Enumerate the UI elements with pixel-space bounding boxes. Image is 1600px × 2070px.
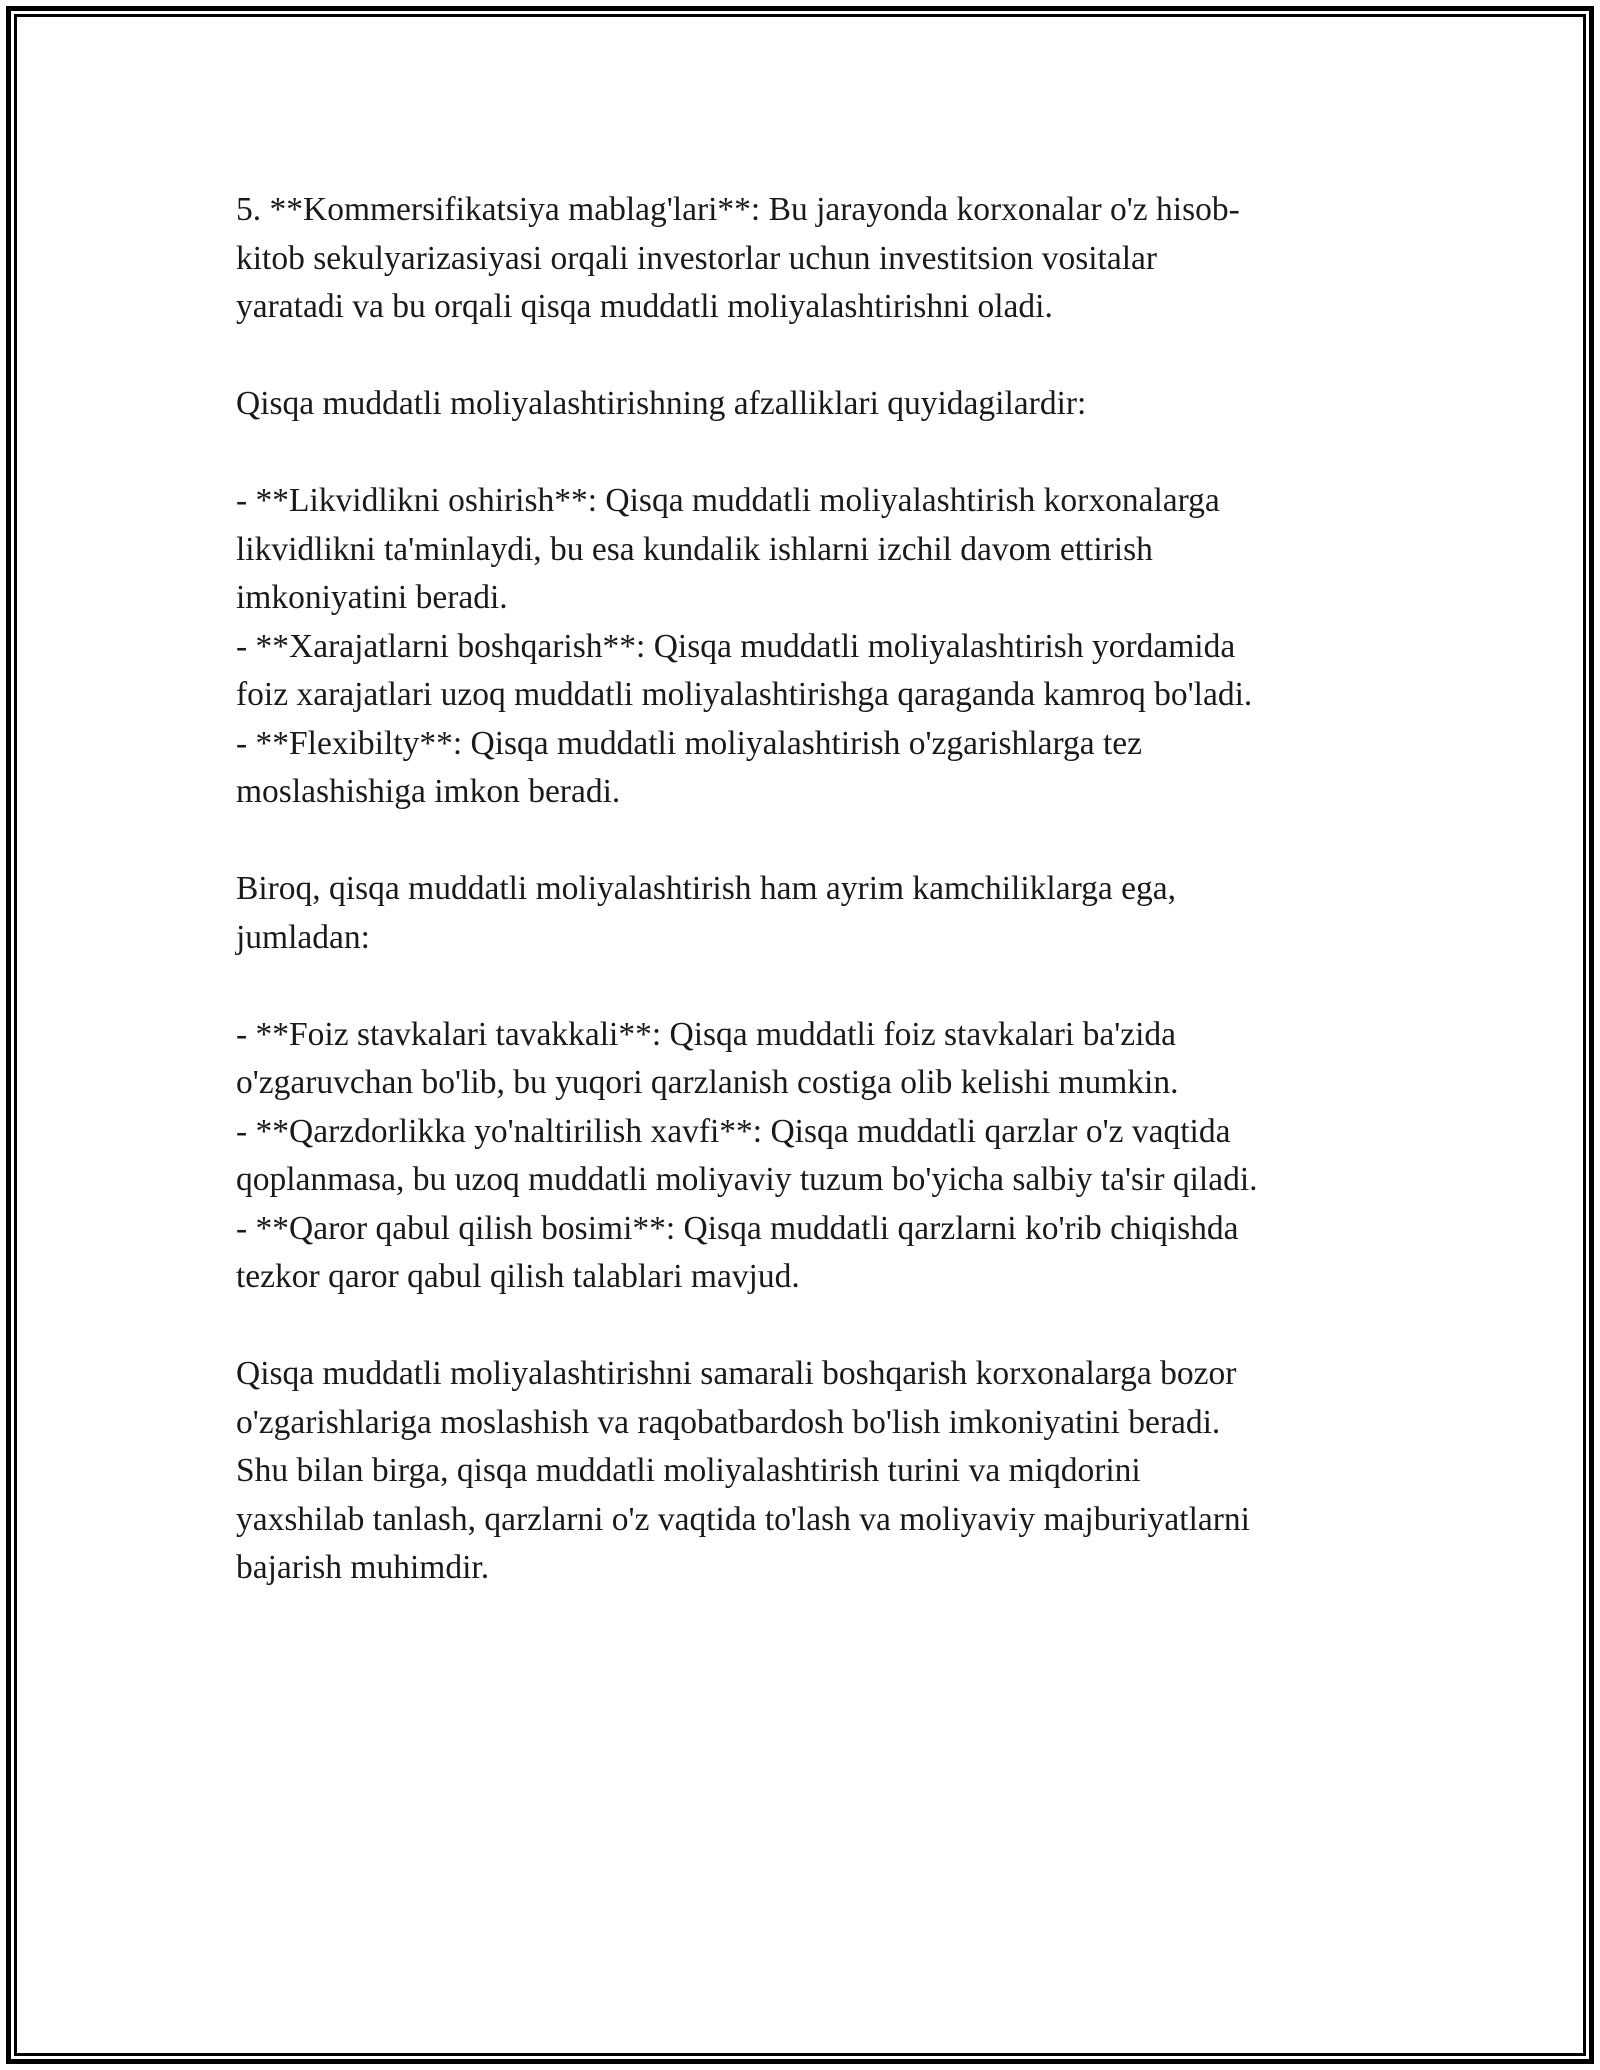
list-item-line: - **Flexibilty**: Qisqa muddatli moliyalashtirish o'zgarishlarga tez — [236, 724, 1143, 762]
list-item-line: - **Qaror qabul qilish bosimi**: Qisqa muddatli qarzlarni ko'rib chiqishda — [236, 1209, 1239, 1247]
text-line: 5. **Kommersifikatsiya mablag'lari**: Bu jarayonda korxonalar o'z hisob- — [236, 191, 1240, 228]
list-item-line: tezkor qaror qabul qilish talablari mavjud. — [236, 1258, 800, 1295]
text-line: Shu bilan birga, qisqa muddatli moliyalashtirish turini va miqdorini — [236, 1452, 1141, 1489]
list-item-line: - **Foiz stavkalari tavakkali**: Qisqa muddatli foiz stavkalari ba'zida — [236, 1015, 1177, 1053]
list-item-line: imkoniyatini beradi. — [236, 579, 508, 616]
text-line: bajarish muhimdir. — [236, 1549, 490, 1586]
list-disadvantages — [236, 1011, 1366, 1302]
paragraph-spacer — [236, 1302, 1366, 1351]
list-advantages — [236, 477, 1366, 817]
list-item-line: foiz xarajatlari uzoq muddatli moliyalashtirishga qaraganda kamroq bo'ladi. — [236, 676, 1253, 713]
text-line: Qisqa muddatli moliyalashtirishning afzalliklari quyidagilardir: — [236, 385, 1087, 422]
text-line: yaratadi va bu orqali qisqa muddatli moliyalashtirishni oladi. — [236, 288, 1053, 325]
list-item-line: - **Xarajatlarni boshqarish**: Qisqa muddatli moliyalashtirish yordamida — [236, 627, 1236, 665]
text-line: yaxshilab tanlash, qarzlarni o'z vaqtida to'lash va moliyaviy majburiyatlarni — [236, 1500, 1250, 1538]
text-line: kitob sekulyarizasiyasi orqali investorlar uchun investitsion vositalar — [236, 239, 1158, 277]
document-body — [236, 186, 1366, 1593]
paragraph-spacer — [236, 962, 1366, 1011]
paragraph-conclusion — [236, 1350, 1366, 1593]
list-item-line: moslashishiga imkon beradi. — [236, 773, 621, 810]
paragraph-disadvantages-intro — [236, 865, 1366, 962]
text-line: Biroq, qisqa muddatli moliyalashtirish ham ayrim kamchiliklarga ega, — [236, 870, 1176, 907]
paragraph-spacer — [236, 332, 1366, 381]
text-line: Qisqa muddatli moliyalashtirishni samarali boshqarish korxonalarga bozor — [236, 1355, 1237, 1392]
paragraph-commercialization — [236, 186, 1366, 332]
paragraph-spacer — [236, 817, 1366, 866]
text-line: o'zgarishlariga moslashish va raqobatbardosh bo'lish imkoniyatini beradi. — [236, 1403, 1221, 1441]
text-line: jumladan: — [236, 918, 370, 956]
list-item-line: o'zgaruvchan bo'lib, bu yuqori qarzlanish costiga olib kelishi mumkin. — [236, 1064, 1179, 1101]
paragraph-spacer — [236, 429, 1366, 478]
list-item-line: - **Qarzdorlikka yo'naltirilish xavfi**: Qisqa muddatli qarzlar o'z vaqtida — [236, 1112, 1231, 1150]
paragraph-advantages-intro — [236, 380, 1366, 429]
list-item-line: - **Likvidlikni oshirish**: Qisqa muddatli moliyalashtirish korxonalarga — [236, 482, 1220, 519]
list-item-line: qoplanmasa, bu uzoq muddatli moliyaviy tuzum bo'yicha salbiy ta'sir qiladi. — [236, 1161, 1258, 1198]
list-item-line: likvidlikni ta'minlaydi, bu esa kundalik ishlarni izchil davom ettirish — [236, 530, 1153, 568]
